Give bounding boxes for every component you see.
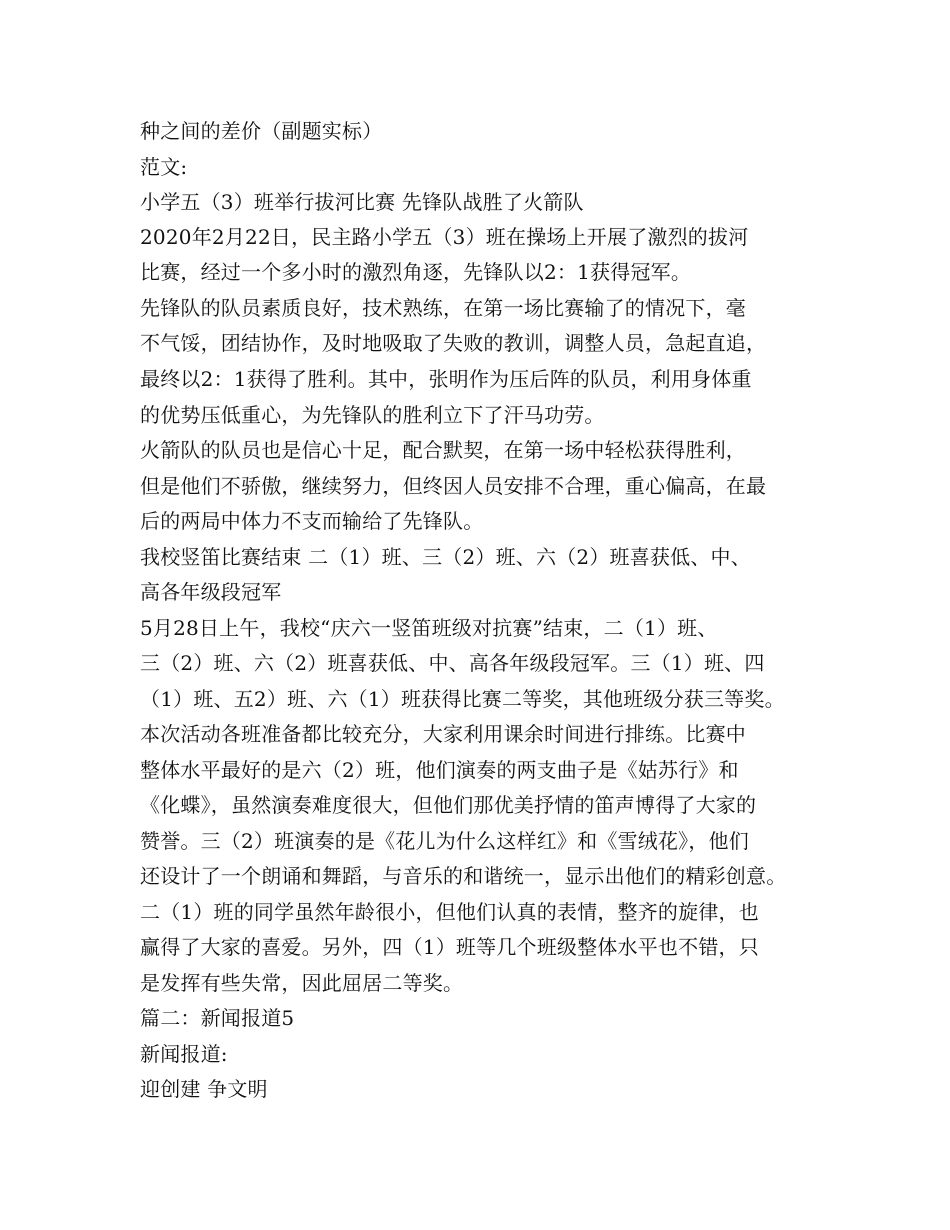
text-line-10: 火箭队的队员也是信心十足，配合默契，在第一场中轻松获得胜利， bbox=[140, 438, 746, 462]
text-line-12: 后的两局中体力不支而输给了先锋队。 bbox=[140, 509, 484, 533]
text-line-22: 还设计了一个朗诵和舞蹈，与音乐的和谐统一，显示出他们的精彩创意。 bbox=[140, 864, 787, 888]
text-line-2: 范文: bbox=[140, 155, 188, 179]
text-line-13: 我校竖笛比赛结束 二（1）班、三（2）班、六（2）班喜获低、中、 bbox=[140, 545, 751, 569]
text-line-20: 《化蝶》，虽然演奏难度很大，但他们那优美抒情的笛声博得了大家的 bbox=[140, 793, 757, 817]
text-line-26: 篇二：新闻报道5 bbox=[140, 1006, 295, 1030]
text-line-18: 本次活动各班准备都比较充分，大家利用课余时间进行排练。比赛中 bbox=[140, 722, 746, 746]
text-line-23: 二（1）班的同学虽然年龄很小，但他们认真的表情，整齐的旋律，也 bbox=[140, 900, 759, 924]
text-line-21: 赞誉。三（2）班演奏的是《花儿为什么这样红》和《雪绒花》，他们 bbox=[140, 829, 749, 853]
text-line-19: 整体水平最好的是六（2）班，他们演奏的两支曲子是《姑苏行》和 bbox=[140, 758, 739, 782]
text-line-27: 新闻报道: bbox=[140, 1042, 228, 1066]
text-line-14: 高各年级段冠军 bbox=[140, 580, 282, 604]
text-line-15: 5月28日上午，我校“庆六一竖笛班级对抗赛”结束，二（1）班、 bbox=[140, 616, 718, 640]
text-line-24: 赢得了大家的喜爱。另外，四（1）班等几个班级整体水平也不错，只 bbox=[140, 935, 759, 959]
text-line-7: 不气馁，团结协作，及时地吸取了失败的教训，调整人员，急起直追， bbox=[140, 331, 767, 355]
text-line-17: （1）班、五2）班、六（1）班获得比赛二等奖，其他班级分获三等奖。 bbox=[140, 687, 785, 711]
text-line-28: 迎创建 争文明 bbox=[140, 1077, 268, 1101]
text-line-3: 小学五（3）班举行拔河比赛 先锋队战胜了火箭队 bbox=[140, 190, 584, 214]
text-line-5: 比赛，经过一个多小时的激烈角逐，先锋队以2：1获得冠军。 bbox=[140, 260, 692, 284]
text-line-16: 三（2）班、六（2）班喜获低、中、高各年级段冠军。三（1）班、四 bbox=[140, 651, 765, 675]
text-line-1: 种之间的差价（副题实标） bbox=[140, 119, 383, 143]
text-line-8: 最终以2：1获得了胜利。其中，张明作为压后阵的队员，利用身体重 bbox=[140, 367, 752, 391]
text-line-9: 的优势压低重心，为先锋队的胜利立下了汗马功劳。 bbox=[140, 403, 605, 427]
text-line-6: 先锋队的队员素质良好，技术熟练，在第一场比赛输了的情况下，毫 bbox=[140, 296, 746, 320]
text-line-11: 但是他们不骄傲，继续努力，但终因人员安排不合理，重心偏高，在最 bbox=[140, 474, 767, 498]
text-line-4: 2020年2月22日，民主路小学五（3）班在操场上开展了激烈的拔河 bbox=[140, 225, 749, 249]
text-line-25: 是发挥有些失常，因此屈居二等奖。 bbox=[140, 971, 464, 995]
